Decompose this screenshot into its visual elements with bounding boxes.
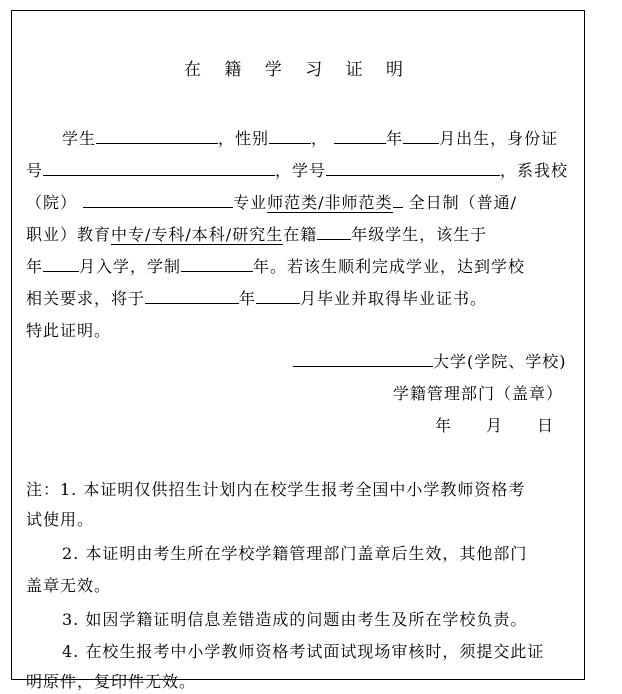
blank-id-number[interactable] [43,158,275,176]
blank-grad-year[interactable] [145,286,239,304]
label-gender: ，性别 [218,129,270,148]
label-year: 年 [26,257,44,276]
label-university: 大学(学院、学校) [433,352,567,371]
blank-duration[interactable] [181,254,253,272]
label-our-school: ，系我校 [500,161,569,180]
blank-spacer [393,190,403,208]
label-born-id: 月出生，身份证 [439,129,559,148]
document-title: 在 籍 学 习 证 明 [183,60,413,80]
signature-dept: 学籍管理部门（盖章） [393,384,564,403]
body-line-3 [26,190,517,213]
label-completion: 年。若该生顺利完成学业，达到学校 [253,257,526,276]
label-number: 号 [26,161,44,180]
note-4-line-2: 明原件，复印件无效。 [26,672,197,691]
label-hereby-certify: 特此证明。 [26,321,112,340]
note-2-line-2: 盖章无效。 [26,576,112,595]
body-line-7 [26,318,111,341]
note-3: 3. 如因学籍证明信息差错造成的问题由考生及所在学校负责。 [62,610,528,629]
body-line-2 [26,158,568,181]
label-education: 职业）教育 [26,225,112,244]
note-1-line-2: 试使用。 [26,510,95,529]
certificate-frame [11,10,585,691]
comma: ， [311,129,329,148]
blank-name[interactable] [96,126,218,144]
label-college: （院） [26,193,78,212]
blank-major[interactable] [83,190,233,208]
signature-date: 年 月 日 [435,416,555,435]
option-normal-type: 师范类/非师范类 [267,193,393,212]
note-1-line-1: 注：1. 本证明仅供招生计划内在校学生报考全国中小学教师资格考 [26,480,526,499]
note-4-line-1: 4. 在校生报考中小学教师资格考试面试现场审核时，须提交此证 [62,642,545,661]
option-education-level: 中专/专科/本科/研究生 [111,225,284,244]
body-line-6 [26,286,487,309]
blank-university[interactable] [293,349,433,367]
blank-gender[interactable] [269,126,311,144]
blank-entry-month[interactable] [43,254,79,272]
label-student: 学生 [62,129,97,148]
blank-birth-year[interactable] [334,126,386,144]
note-2-line-1: 2. 本证明由考生所在学校学籍管理部门盖章后生效，其他部门 [62,544,528,563]
blank-student-number[interactable] [326,158,500,176]
blank-grad-month[interactable] [256,286,300,304]
label-requirements: 相关要求，将于 [26,289,146,308]
body-line-5 [26,254,525,277]
label-fulltime: 全日制（普通/ [408,193,518,212]
label-year: 年 [239,289,257,308]
body-line-1 [62,126,558,149]
label-graduation: 月毕业并取得毕业证书。 [300,289,488,308]
signature-university [293,349,567,372]
label-grade-student: 年级学生，该生于 [351,225,488,244]
blank-grade[interactable] [317,222,351,240]
label-enrolled: 在籍 [283,225,318,244]
label-student-number: ，学号 [275,161,327,180]
body-line-4 [26,222,487,245]
label-entry-duration: 月入学，学制 [79,257,182,276]
label-year: 年 [386,129,404,148]
label-major: 专业 [233,193,268,212]
blank-birth-month[interactable] [403,126,439,144]
